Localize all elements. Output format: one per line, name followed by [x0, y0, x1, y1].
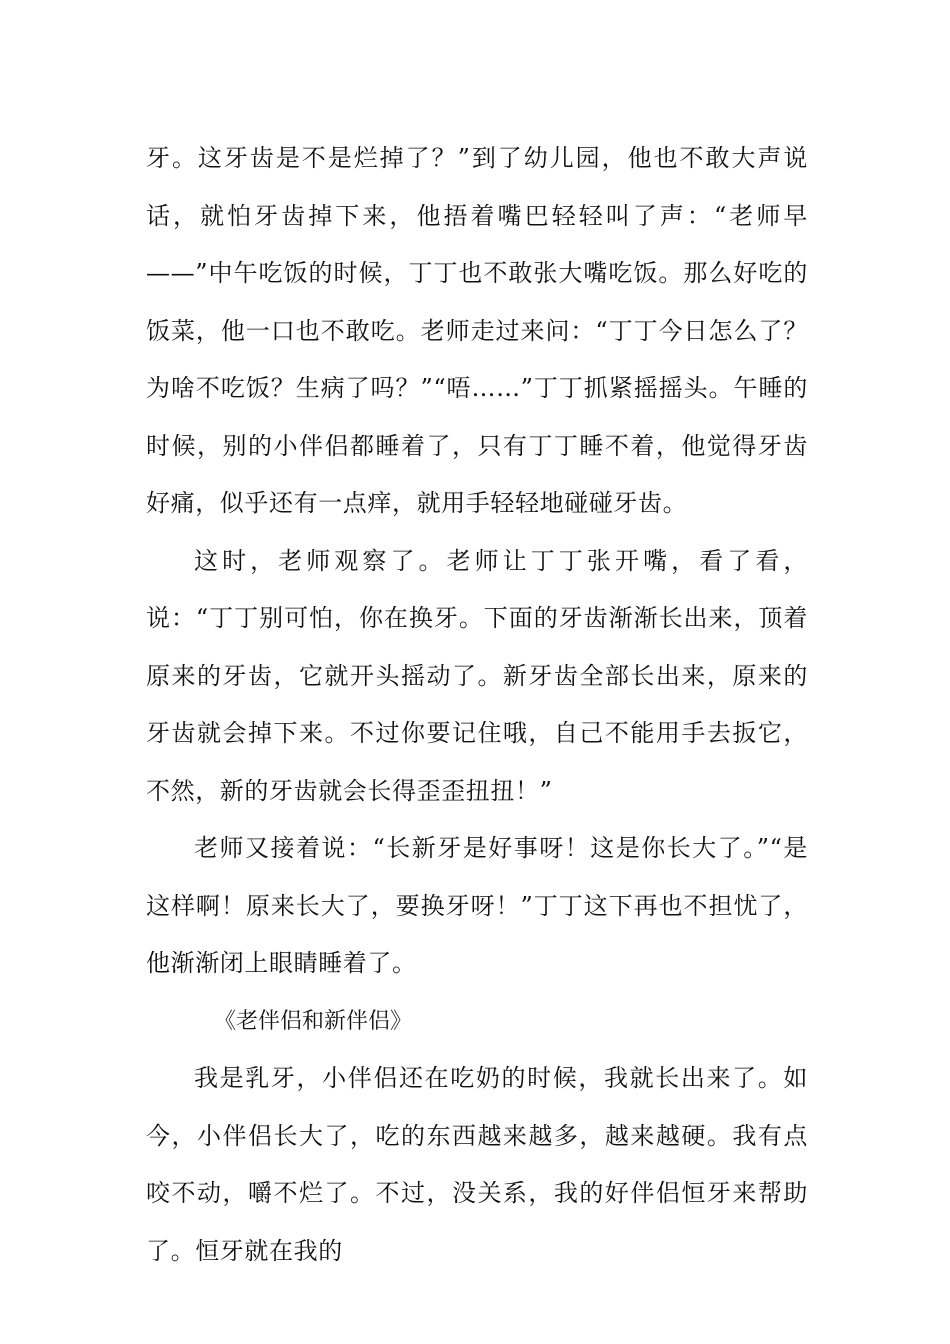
paragraph-teacher-observes: 这时，老师观察了。老师让丁丁张开嘴，看了看，说：“丁丁别可怕，你在换牙。下面的牙齿渐渐长出来，顶着原来的牙齿，它就开头摇动了。新牙齿全部长出来，原来的牙齿就会掉下来。不过你要记住哦，自己不能用手去扳它，不然，新的牙齿就会长得歪歪扭扭！” — [146, 546, 808, 805]
document-body — [146, 130, 808, 1280]
story-title: 《老伴侣和新伴侣》 — [214, 1008, 413, 1034]
paragraph-continuation: 牙。这牙齿是不是烂掉了？”到了幼儿园，他也不敢大声说话，就怕牙齿掉下来，他捂着嘴巴轻轻叫了声：“老师早——”中午吃饭的时候，丁丁也不敢张大嘴吃饭。那么好吃的饭菜，他一口也不敢吃。老师走过来问：“丁丁今日怎么了？为啥不吃饭？生病了吗？”“唔……”丁丁抓紧摇摇头。午睡的时候，别的小伴侣都睡着了，只有丁丁睡不着，他觉得牙齿好痛，似乎还有一点痒，就用手轻轻地碰碰牙齿。 — [146, 144, 808, 517]
paragraph-story-start: 我是乳牙，小伴侣还在吃奶的时候，我就长出来了。如今，小伴侣长大了，吃的东西越来越多，越来越硬。我有点咬不动，嚼不烂了。不过，没关系，我的好伴侣恒牙来帮助了。恒牙就在我的 — [146, 1064, 808, 1265]
paragraph-teacher-continues: 老师又接着说：“长新牙是好事呀！这是你长大了。”“是这样啊！原来长大了，要换牙呀！”丁丁这下再也不担忧了，他渐渐闭上眼睛睡着了。 — [146, 834, 808, 977]
